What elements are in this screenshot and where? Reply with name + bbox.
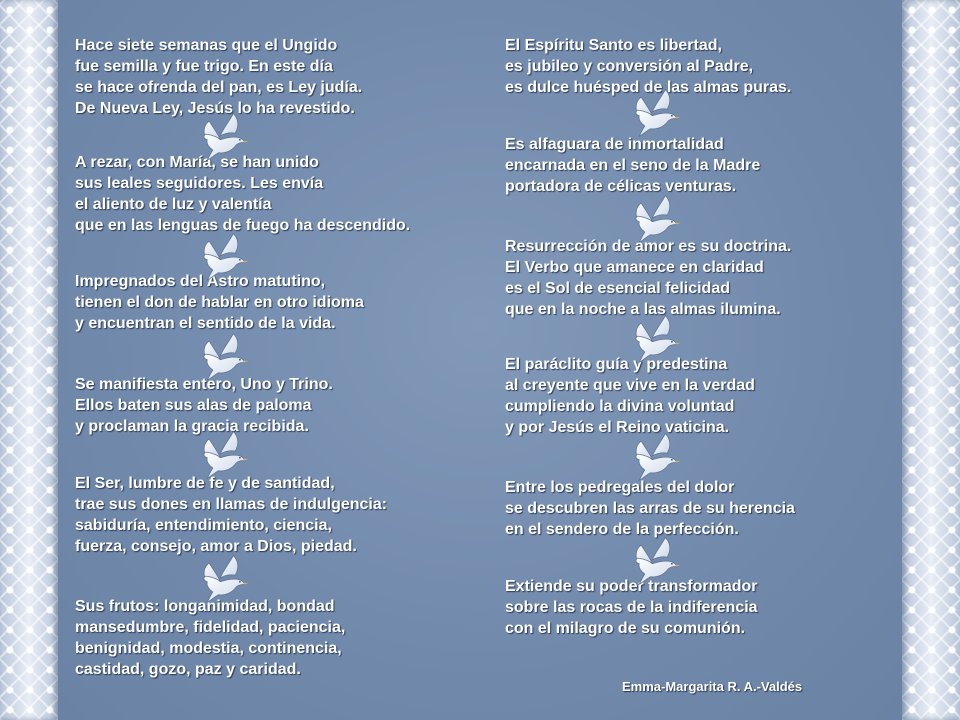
stanza-left-6	[75, 596, 345, 680]
verse-line: en el sendero de la perfección.	[505, 521, 739, 538]
verse-line: A rezar, con María, se han unido	[75, 154, 319, 171]
verse-line: fuerza, consejo, amor a Dios, piedad.	[75, 538, 357, 555]
verse-line: Entre los pedregales del dolor	[505, 479, 735, 496]
verse-line: portadora de célicas venturas.	[505, 178, 737, 195]
dove-icon	[628, 310, 684, 366]
verse-line: Se manifiesta entero, Uno y Trino.	[75, 376, 333, 393]
stanza-left-2	[75, 152, 410, 236]
verse-line: benignidad, modestia, continencia,	[75, 640, 342, 657]
dove-icon	[628, 428, 684, 484]
verse-line: tienen el don de hablar en otro idioma	[75, 294, 364, 311]
verse-line: encarnada en el seno de la Madre	[505, 157, 761, 174]
verse-line: es el Sol de esencial felicidad	[505, 280, 730, 297]
dove-icon	[628, 84, 684, 140]
stanza-right-3	[505, 236, 791, 320]
author-signature: Emma-Margarita R. A.-Valdés	[622, 679, 803, 694]
dove-icon	[196, 108, 252, 164]
verse-line: es dulce huésped de las almas puras.	[505, 79, 792, 96]
verse-line: que en la noche a las almas ilumina.	[505, 301, 781, 318]
verse-line: el aliento de luz y valentía	[75, 196, 272, 213]
verse-line: sabiduría, entendimiento, ciencia,	[75, 517, 332, 534]
verse-line: con el milagro de su comunión.	[505, 620, 746, 637]
verse-line: Ellos baten sus alas de paloma	[75, 397, 312, 414]
stanza-left-5	[75, 473, 387, 557]
verse-line: que en las lenguas de fuego ha descendido.	[75, 217, 411, 234]
dove-icon	[628, 532, 684, 588]
verse-line: se hace ofrenda del pan, es Ley judía.	[75, 79, 363, 96]
verse-line: y encuentran el sentido de la vida.	[75, 315, 336, 332]
decorative-border-right	[902, 0, 960, 720]
verse-line: cumpliendo la divina voluntad	[505, 398, 735, 415]
verse-line: Extiende su poder transformador	[505, 578, 758, 595]
verse-line: El Ser, lumbre de fe y de santidad,	[75, 475, 335, 492]
dove-icon	[628, 190, 684, 246]
verse-line: Es alfaguara de inmortalidad	[505, 136, 724, 153]
verse-line: al creyente que vive en la verdad	[505, 377, 755, 394]
verse-line: sobre las rocas de la indiferencia	[505, 599, 758, 616]
verse-line: De Nueva Ley, Jesús lo ha revestido.	[75, 100, 355, 117]
verse-line: castidad, gozo, paz y caridad.	[75, 661, 301, 678]
verse-line: es jubileo y conversión al Padre,	[505, 58, 754, 75]
dove-icon	[196, 328, 252, 384]
dove-icon	[196, 426, 252, 482]
verse-line: Impregnados del Astro matutino,	[75, 273, 326, 290]
verse-line: trae sus dones en llamas de indulgencia:	[75, 496, 388, 513]
stanza-right-5	[505, 477, 795, 540]
verse-line: y por Jesús el Reino vaticina.	[505, 419, 730, 436]
stanza-left-1	[75, 35, 362, 119]
verse-line: se descubren las arras de su herencia	[505, 500, 795, 517]
verse-line: El Verbo que amanece en claridad	[505, 259, 764, 276]
verse-line: y proclaman la gracia recibida.	[75, 418, 309, 435]
dove-icon	[196, 550, 252, 606]
verse-line: sus leales seguidores. Les envía	[75, 175, 324, 192]
verse-line: mansedumbre, fidelidad, paciencia,	[75, 619, 346, 636]
verse-line: Resurrección de amor es su doctrina.	[505, 238, 792, 255]
verse-line: El paráclito guía y predestina	[505, 356, 728, 373]
stanza-right-4	[505, 354, 755, 438]
verse-line: Sus frutos: longanimidad, bondad	[75, 598, 335, 615]
verse-line: El Espíritu Santo es libertad,	[505, 37, 722, 54]
dove-icon	[196, 228, 252, 284]
verse-line: fue semilla y fue trigo. En este día	[75, 58, 333, 75]
stanza-right-2	[505, 134, 760, 197]
verse-line: Hace siete semanas que el Ungido	[75, 37, 338, 54]
decorative-border-left	[0, 0, 58, 720]
